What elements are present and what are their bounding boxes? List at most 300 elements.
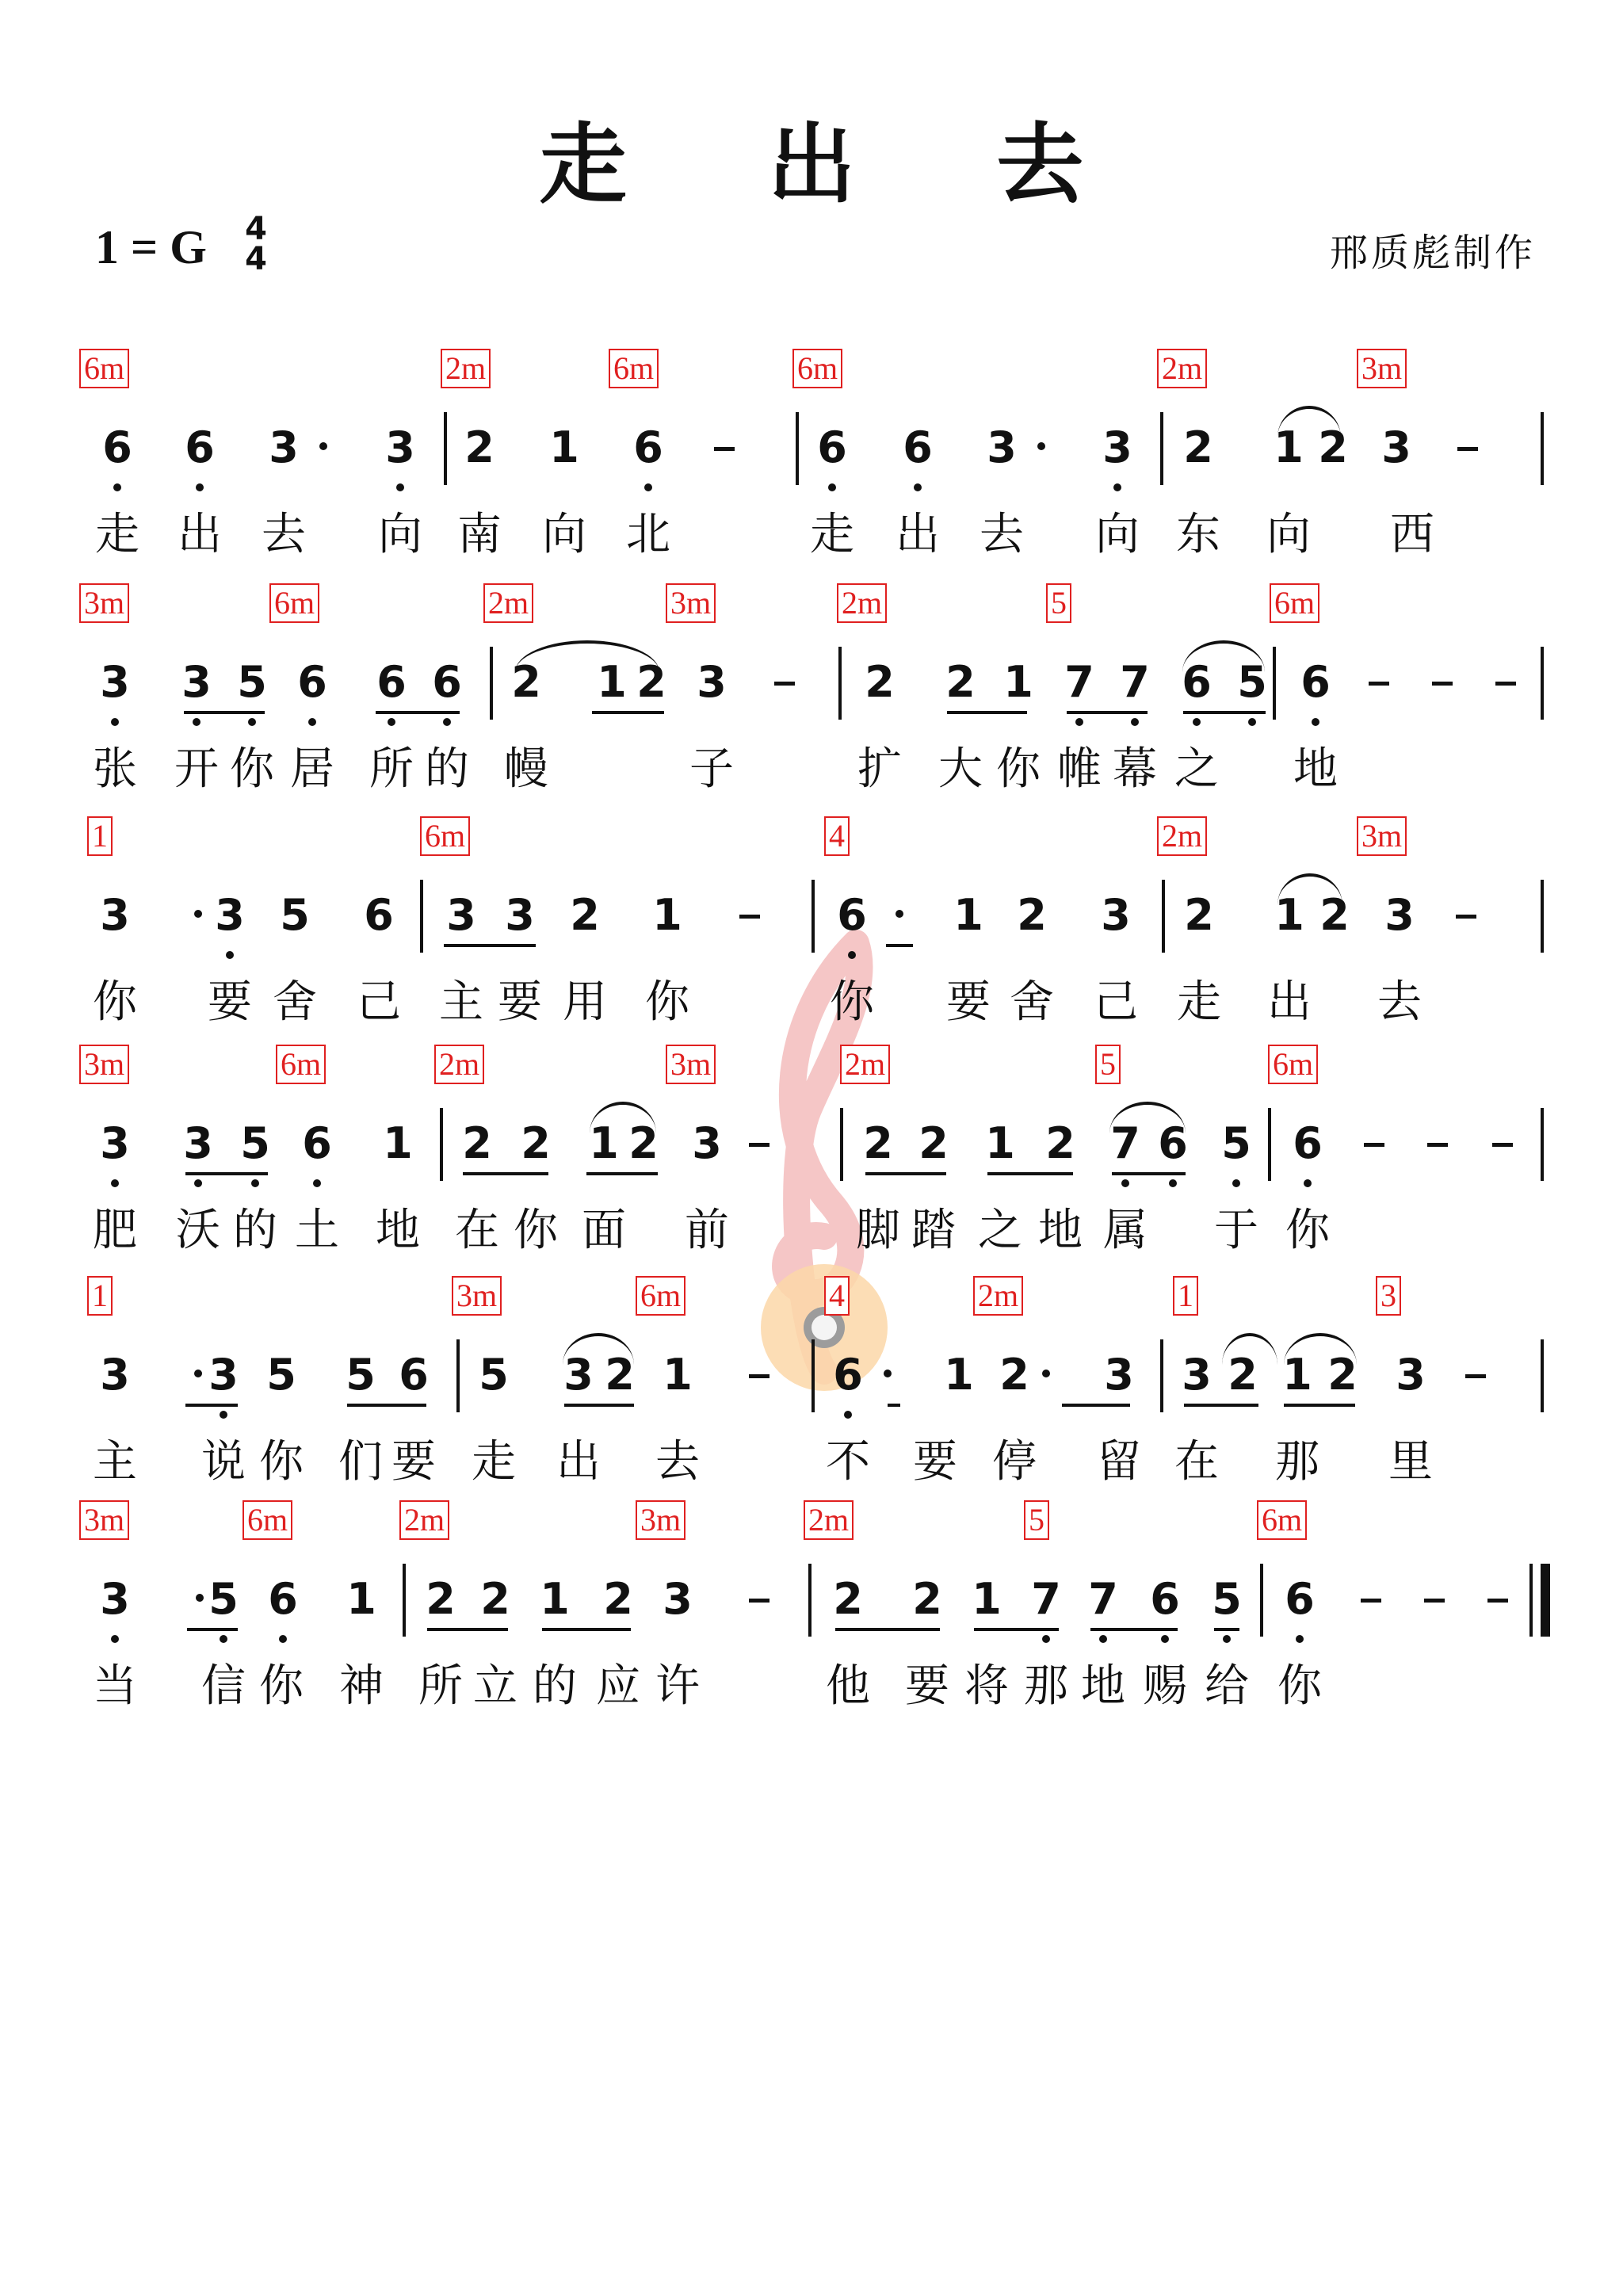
note: 6 [432,657,462,707]
lyric-syllable: 的 [425,743,469,795]
note: 5 [346,1350,376,1400]
chord-label: 2m [840,1045,890,1084]
beam-underline [187,1628,238,1631]
lyric-syllable: 土 [295,1205,339,1256]
time-signature [236,211,276,277]
note: 3 [1102,422,1132,472]
sustain-dash [1361,1599,1381,1603]
note: 1 [1003,657,1033,707]
barline [1160,412,1163,485]
lyric-syllable: 那 [1024,1660,1068,1712]
barline [1541,880,1544,953]
lyric-syllable: 用 [563,976,607,1028]
note: 7 [1064,657,1094,707]
low-octave-dot [248,718,256,726]
note: 5 [280,890,310,940]
low-octave-dot [308,718,316,726]
note: 5 [479,1350,509,1400]
time-signature-bottom: 4 [245,241,267,277]
sustain-dash [1456,915,1476,919]
note: 2 [865,657,895,707]
beam-underline [1067,711,1148,714]
note: 3 [697,657,727,707]
lyric-syllable: 向 [542,509,586,560]
lyric-syllable: 肥 [93,1205,137,1256]
note: 3 [181,657,212,707]
lyric-syllable: 在 [455,1205,499,1256]
lyric-syllable: 北 [626,509,670,560]
chord-label: 3m [666,583,716,623]
low-octave-dot [1312,718,1319,726]
note: 6 [1293,1118,1323,1168]
barline [812,1339,815,1412]
lyric-syllable: 出 [1267,976,1312,1028]
low-octave-dot [443,718,451,726]
note: 5 [1212,1574,1242,1624]
lyric-syllable: 走 [1177,976,1221,1028]
note: 7 [1120,657,1150,707]
chord-label: 2m [483,583,533,623]
low-octave-dot [848,951,856,959]
low-octave-dot [313,1179,321,1187]
lyric-syllable: 所 [418,1660,463,1712]
lyric-syllable: 将 [964,1660,1009,1712]
beam-underline [185,1172,268,1175]
note: 3 [1101,890,1131,940]
lyric-syllable: 去 [262,509,306,560]
chord-label: 3m [79,1045,129,1084]
augmentation-dot [896,910,903,918]
note: 3 [183,1118,213,1168]
lyric-syllable: 你 [1277,1660,1322,1712]
lyric-syllable: 帷 [1057,743,1102,795]
note: 1 [597,657,627,707]
beam-underline [427,1628,508,1631]
lyric-syllable: 东 [1176,509,1220,560]
note: 6 [903,422,933,472]
lyric-syllable: 出 [896,509,940,560]
note: 7 [1088,1574,1118,1624]
sustain-dash [739,915,760,919]
note: 3 [1182,1350,1212,1400]
lyric-syllable: 里 [1388,1436,1433,1488]
note: 3 [1104,1350,1134,1400]
note: 5 [266,1350,296,1400]
lyric-syllable: 之 [1174,743,1219,795]
lyric-syllable: 舍 [1010,976,1054,1028]
note: 6 [364,890,394,940]
lyric-syllable: 要 [913,1436,957,1488]
low-octave-dot [644,483,652,491]
low-octave-dot [226,951,234,959]
low-octave-dot [1099,1635,1107,1643]
note: 1 [944,1350,974,1400]
note: 2 [1184,890,1214,940]
lyric-syllable: 地 [1038,1205,1083,1256]
chord-label: 3m [1357,349,1407,388]
sustain-dash [1369,682,1389,686]
barline [1268,1108,1271,1181]
beam-underline [347,1404,426,1407]
note: 7 [1110,1118,1140,1168]
low-octave-dot [194,1179,202,1187]
note: 3 [1396,1350,1426,1400]
note: 3 [385,422,415,472]
note: 6 [1182,657,1212,707]
beam-underline [592,711,664,714]
lyric-syllable: 走 [472,1436,516,1488]
note: 2 [999,1350,1029,1400]
slur [1277,873,1342,905]
lyric-syllable: 己 [1094,976,1138,1028]
lyric-syllable: 于 [1214,1205,1258,1256]
barline [1541,412,1544,485]
chord-label: 3m [452,1276,502,1316]
score-line-4 [0,1045,1623,1256]
sustain-dash [1487,1599,1508,1603]
note: 6 [268,1574,298,1624]
note: 2 [1045,1118,1075,1168]
chord-label: 2m [399,1500,449,1540]
low-octave-dot [113,483,121,491]
note: 5 [1237,657,1267,707]
chord-label: 3m [1357,816,1407,856]
low-octave-dot [1193,718,1201,726]
slur [1284,1333,1357,1365]
note: 2 [480,1574,510,1624]
slur [563,1333,634,1365]
barline [490,647,493,720]
note: 2 [1318,422,1348,472]
beam-underline [835,1628,940,1631]
note: 6 [633,422,663,472]
note: 3 [446,890,476,940]
lyric-syllable: 你 [259,1436,304,1488]
chord-label: 6m [636,1276,685,1316]
chord-label: 2m [837,583,887,623]
lyric-syllable: 们 [338,1436,383,1488]
lyric-syllable: 要 [905,1660,949,1712]
lyric-syllable: 出 [178,509,222,560]
note: 3 [663,1574,693,1624]
lyric-syllable: 神 [339,1660,384,1712]
note: 6 [297,657,327,707]
low-octave-dot [1121,1179,1129,1187]
augmentation-dot [1042,1370,1050,1377]
note: 2 [521,1118,551,1168]
slur [1109,1102,1186,1133]
low-octave-dot [1075,718,1083,726]
lyric-syllable: 西 [1390,509,1434,560]
score-line-6 [0,1500,1623,1712]
chord-label: 3m [666,1045,716,1084]
low-octave-dot [111,718,119,726]
barline [440,1108,443,1181]
note: 2 [1183,422,1213,472]
barline [1529,1564,1533,1637]
final-barline [1541,1564,1550,1637]
note: 6 [817,422,847,472]
low-octave-dot [251,1179,259,1187]
chord-label: 5 [1024,1500,1049,1540]
lyric-syllable: 主 [93,1436,137,1488]
note: 2 [462,1118,492,1168]
lyric-syllable: 所 [369,743,414,795]
low-octave-dot [1161,1635,1169,1643]
barline [1541,1108,1544,1181]
arranger-credit: 邢质彪制作 [1329,231,1536,275]
lyric-syllable: 你 [230,743,274,795]
chord-label: 4 [824,1276,850,1316]
beam-underline [376,711,460,714]
note: 1 [972,1574,1002,1624]
lyric-syllable: 向 [1095,509,1140,560]
slur [590,1102,656,1133]
beam-underline [564,1404,634,1407]
low-octave-dot [1232,1179,1240,1187]
low-octave-dot [196,483,204,491]
chord-label: 6m [79,349,129,388]
chord-label: 3m [79,583,129,623]
lyric-syllable: 他 [826,1660,870,1712]
beam-underline [1183,711,1266,714]
note: 3 [563,1350,594,1400]
sustain-dash [1424,1599,1445,1603]
lyric-syllable: 属 [1103,1205,1148,1256]
beam-underline [463,1172,548,1175]
chord-label: 1 [87,1276,113,1316]
chord-label: 2m [1157,816,1207,856]
lyric-syllable: 向 [1266,509,1311,560]
lyric-syllable: 向 [378,509,422,560]
note: 6 [1285,1574,1315,1624]
lyric-syllable: 说 [201,1436,246,1488]
note: 2 [636,657,666,707]
beam-underline [974,1628,1059,1631]
note: 2 [603,1574,633,1624]
chord-label: 1 [87,816,113,856]
lyric-syllable: 扩 [857,743,902,795]
lyric-syllable: 立 [473,1660,517,1712]
lyric-syllable: 张 [93,743,137,795]
augmentation-dot [1037,442,1045,450]
low-octave-dot [1169,1179,1177,1187]
lyric-syllable: 你 [93,976,137,1028]
lyric-syllable: 幕 [1113,743,1157,795]
note: 1 [663,1350,693,1400]
low-octave-dot [111,1179,119,1187]
lyric-syllable: 要 [208,976,252,1028]
barline [420,880,423,953]
beam-underline [1112,1172,1186,1175]
lyric-syllable: 应 [596,1660,640,1712]
lyric-syllable: 地 [1293,743,1338,795]
score-line-5 [0,1276,1623,1488]
lyric-syllable: 子 [689,743,734,795]
lyric-syllable: 走 [810,509,854,560]
lyric-syllable: 居 [290,743,334,795]
lyric-syllable: 舍 [273,976,317,1028]
barline [838,647,842,720]
beam-underline [586,1172,658,1175]
augmentation-dot [319,442,327,450]
chord-label: 6m [1270,583,1319,623]
sustain-dash [749,1599,769,1603]
low-octave-dot [914,483,922,491]
note: 6 [837,890,867,940]
note: 2 [918,1118,949,1168]
lyric-syllable: 的 [533,1660,577,1712]
lyric-syllable: 给 [1205,1660,1249,1712]
note: 2 [1327,1350,1358,1400]
low-octave-dot [1223,1635,1231,1643]
note: 2 [1228,1350,1258,1400]
beam-underline [865,1172,946,1175]
note: 6 [376,657,407,707]
lyric-syllable: 幔 [504,743,548,795]
time-signature-top: 4 [245,211,267,247]
chord-label: 3m [636,1500,685,1540]
note: 1 [589,1118,619,1168]
lyric-syllable: 去 [1377,976,1422,1028]
note: 5 [240,1118,270,1168]
note: 1 [652,890,682,940]
note: 2 [863,1118,893,1168]
lyric-syllable: 信 [201,1660,246,1712]
note: 3 [505,890,535,940]
note: 5 [1221,1118,1251,1168]
note: 6 [833,1350,863,1400]
note: 6 [1150,1574,1180,1624]
note: 1 [1282,1350,1312,1400]
lyric-syllable: 你 [514,1205,558,1256]
note: 5 [208,1574,239,1624]
note: 2 [628,1118,659,1168]
note: 1 [1274,890,1304,940]
low-octave-dot [279,1635,287,1643]
note: 3 [100,657,130,707]
chord-label: 2m [434,1045,484,1084]
note: 3 [100,1118,130,1168]
note: 6 [399,1350,429,1400]
lyric-syllable: 你 [830,976,874,1028]
slur [1277,406,1341,437]
note: 2 [511,657,541,707]
lyric-syllable: 前 [685,1205,729,1256]
note: 3 [269,422,299,472]
augmentation-dot [194,1370,202,1377]
barline [1162,880,1165,953]
sustain-dash [1432,682,1453,686]
sustain-dash [714,447,735,451]
barline [403,1564,406,1637]
low-octave-dot [396,483,404,491]
lyric-syllable: 之 [978,1205,1022,1256]
barline [444,412,447,485]
low-octave-dot [1304,1179,1312,1187]
sustain-dash [749,1143,769,1147]
low-octave-dot [844,1411,852,1419]
note: 1 [953,890,983,940]
sustain-dash [1427,1143,1448,1147]
barline [1160,1339,1163,1412]
low-octave-dot [1113,483,1121,491]
barline [1541,647,1544,720]
note: 2 [1319,890,1350,940]
lyric-syllable: 出 [556,1436,601,1488]
note: 6 [1300,657,1331,707]
note: 5 [237,657,267,707]
beam-underline [1184,1404,1258,1407]
key-signature: 1 = G [95,221,207,273]
beam-underline [886,944,913,947]
chord-label: 2m [1157,349,1207,388]
chord-label: 5 [1095,1045,1121,1084]
note: 2 [1017,890,1047,940]
beam-underline [1090,1628,1178,1631]
beam-underline [1062,1404,1130,1407]
lyric-syllable: 走 [95,509,139,560]
note: 2 [912,1574,942,1624]
chord-label: 6m [242,1500,292,1540]
lyric-syllable: 赐 [1143,1660,1187,1712]
sustain-dash [1492,1143,1513,1147]
chord-label: 6m [1268,1045,1318,1084]
lyric-syllable: 留 [1097,1436,1141,1488]
low-octave-dot [220,1411,227,1419]
beam-underline [444,944,536,947]
low-octave-dot [1248,718,1256,726]
score-line-1 [0,349,1623,560]
barline [1260,1564,1263,1637]
slur [515,640,659,672]
lyric-syllable: 你 [996,743,1041,795]
note: 3 [692,1118,722,1168]
augmentation-dot [196,1594,204,1602]
chord-label: 6m [269,583,319,623]
low-octave-dot [388,718,395,726]
sustain-dash [1457,447,1478,451]
lyric-syllable: 当 [93,1660,137,1712]
note: 3 [987,422,1017,472]
barline [812,880,815,953]
note: 3 [100,1350,130,1400]
lyric-syllable: 要 [498,976,542,1028]
beam-underline [1214,1628,1239,1631]
chord-label: 1 [1173,1276,1198,1316]
lyric-syllable: 大 [938,743,983,795]
lyric-syllable: 你 [259,1660,304,1712]
score-line-2 [0,583,1623,795]
sustain-dash [1495,682,1516,686]
chord-label: 6m [1257,1500,1307,1540]
lyric-syllable: 去 [655,1436,700,1488]
score-line-3 [0,816,1623,1028]
low-octave-dot [220,1635,227,1643]
barline [840,1108,843,1181]
chord-label: 5 [1046,583,1071,623]
note: 1 [346,1574,376,1624]
lyric-syllable: 己 [357,976,401,1028]
lyric-syllable: 的 [233,1205,277,1256]
chord-label: 6m [792,349,842,388]
lyric-syllable: 主 [439,976,483,1028]
augmentation-dot [884,1370,892,1377]
note: 2 [570,890,600,940]
lyric-syllable: 停 [992,1436,1037,1488]
note: 3 [215,890,245,940]
note: 2 [833,1574,863,1624]
